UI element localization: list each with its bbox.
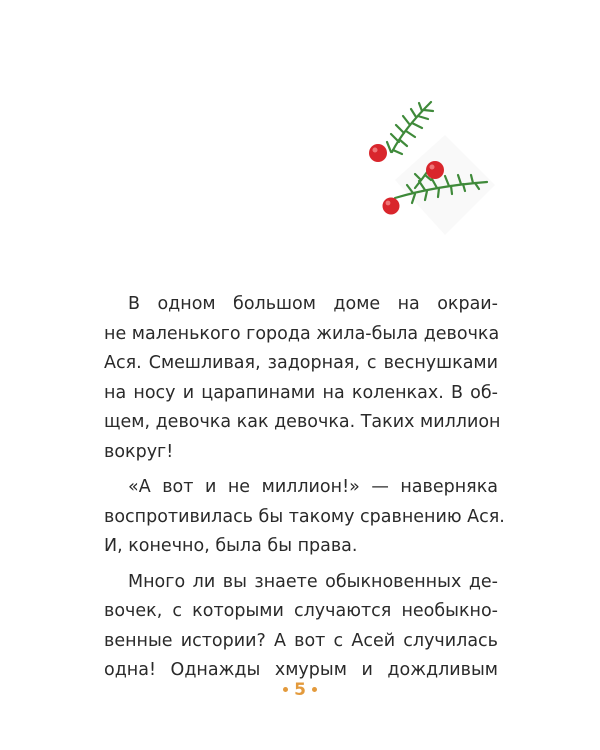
text-line: В одном большом доме на окраи- (128, 294, 498, 314)
text-line: воспротивилась бы такому сравнению Ася. (104, 506, 505, 527)
text-line: не маленького города жила-была девочка (104, 323, 500, 344)
text-line: венные истории? А вот с Асей случилась (104, 630, 498, 651)
dot-right (312, 687, 317, 692)
paragraph-2 (104, 473, 505, 562)
text-line: И, конечно, была бы права. (104, 536, 358, 556)
berry-branch-icon (355, 90, 495, 240)
text-line: Много ли вы знаете обыкновенных де- (128, 571, 498, 592)
page-number-value: 5 (294, 680, 306, 700)
dot-left (283, 687, 288, 692)
text-line: Ася. Смешливая, задорная, с веснушками (104, 353, 498, 373)
story-text (104, 290, 505, 686)
text-line: «А вот и не миллион!» — наверняка (128, 477, 498, 497)
text-line: щем, девочка как девочка. Таких миллион (104, 412, 501, 432)
text-line: одна! Однажды хмурым и дождливым (104, 660, 498, 680)
text-line: вочек, с которыми случаются необыкно- (104, 601, 498, 621)
text-line: на носу и царапинами на коленках. В об- (104, 382, 498, 403)
page-number (0, 680, 600, 700)
text-line: вокруг! (104, 441, 174, 462)
paragraph-1 (104, 290, 501, 467)
paragraph-3 (104, 568, 498, 686)
